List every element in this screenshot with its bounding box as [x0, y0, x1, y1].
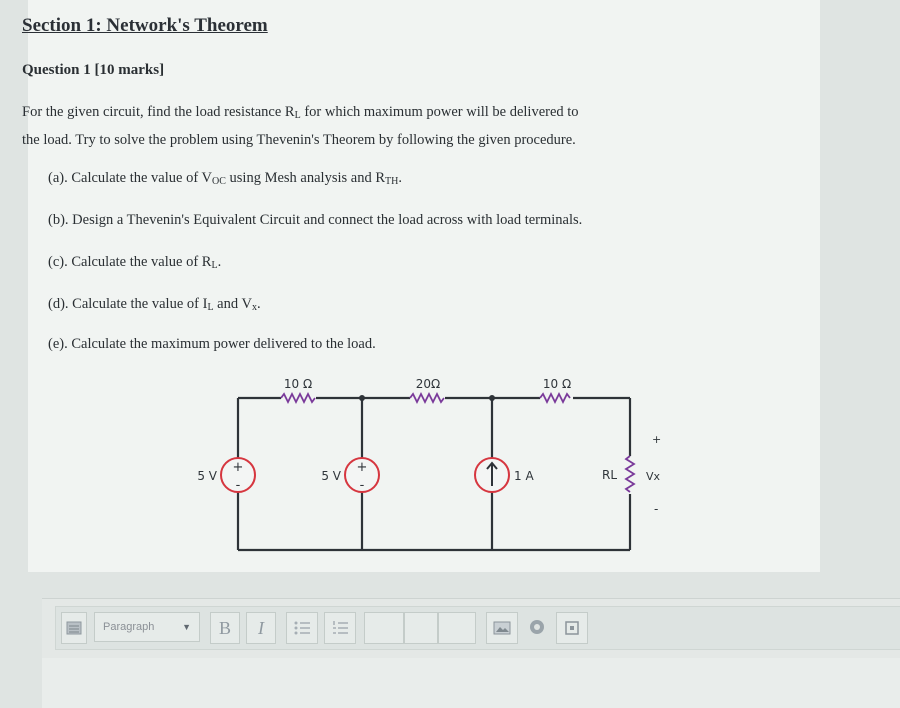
part-c: (c). Calculate the value of $R_L$.: [48, 254, 222, 271]
toolbar-button-empty-1[interactable]: [364, 612, 404, 644]
numbered-list-icon[interactable]: [324, 612, 356, 644]
intro-line1-rest: for which maximum power will be delivered to: [300, 104, 579, 120]
resistor-r2: [410, 394, 444, 402]
voltage-source-2-label: 5 V: [321, 469, 341, 483]
resistor-r3: [540, 394, 570, 402]
vx-minus-sign: -: [654, 502, 659, 516]
insert-special-icon[interactable]: [556, 612, 588, 644]
voltage-source-1: [221, 458, 255, 493]
paragraph-format-select[interactable]: [94, 612, 200, 642]
vx-label: Vx: [646, 470, 661, 483]
bold-button[interactable]: B: [210, 612, 240, 644]
current-source: [475, 458, 509, 492]
section-title: Section 1: Network's Theorem: [22, 15, 268, 36]
question-title: Question 1 [10 marks]: [22, 62, 165, 78]
intro-line1-sub: L: [294, 110, 301, 121]
voltage-source-2: [345, 458, 379, 493]
resistor-rl: [626, 456, 634, 492]
resistor-r2-label: 20Ω: [415, 377, 441, 391]
insert-media-icon[interactable]: [524, 612, 550, 642]
intro-line2: the load. Try to solve the problem using Thevenin's Theorem by following the given procedure.: [22, 132, 576, 148]
resistor-r1-label: 10 Ω: [283, 377, 313, 391]
resistor-r1: [281, 394, 315, 402]
part-e: (e). Calculate the maximum power delivered to the load.: [48, 336, 376, 352]
part-b: (b). Design a Thevenin's Equivalent Circuit and connect the load across with load terminals.: [48, 212, 583, 228]
svg-text:-: -: [235, 478, 241, 493]
load-resistor-label: RL: [602, 468, 618, 482]
vx-plus-sign: +: [652, 433, 662, 446]
bullet-list-icon[interactable]: [286, 612, 318, 644]
toolbar-toggle-icon[interactable]: [61, 612, 87, 644]
svg-text:+: +: [232, 460, 244, 475]
svg-text:+: +: [356, 460, 368, 475]
resistor-r3-label: 10 Ω: [542, 377, 572, 391]
italic-button[interactable]: I: [246, 612, 276, 644]
svg-text:-: -: [359, 478, 365, 493]
part-a: (a). Calculate the value of $V_{OC}$ using Mesh analysis and $R_{TH}$.: [48, 170, 402, 187]
insert-image-icon[interactable]: [486, 612, 518, 644]
toolbar-button-empty-3[interactable]: [438, 612, 476, 644]
current-source-label: 1 A: [514, 469, 534, 483]
intro-line1: For the given circuit, find the load resistance R: [22, 104, 295, 120]
part-d: (d). Calculate the value of $I_L$ and $V_x$.: [48, 296, 261, 313]
editor-text-area[interactable]: [42, 658, 900, 708]
paragraph-format-value: Paragraph: [103, 621, 155, 633]
chevron-down-icon: ▼: [182, 622, 191, 632]
toolbar-button-empty-2[interactable]: [404, 612, 438, 644]
circuit-wires: [235, 398, 630, 550]
voltage-source-1-label: 5 V: [197, 469, 217, 483]
